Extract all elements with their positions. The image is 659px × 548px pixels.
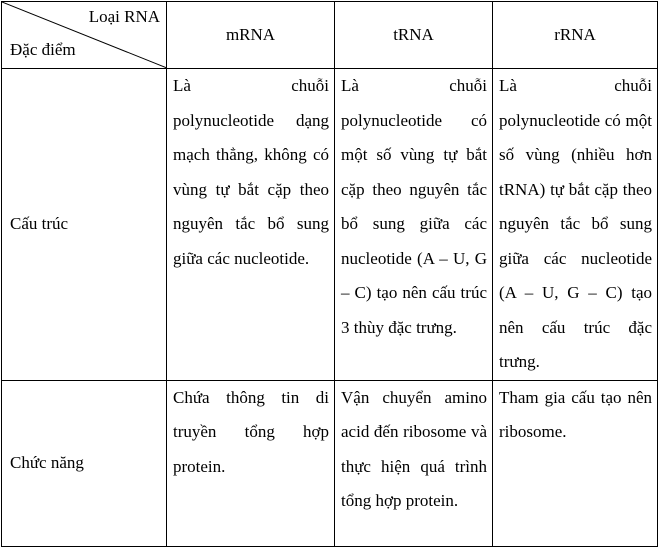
corner-bottom-label: Đặc điểm bbox=[10, 40, 76, 59]
row-label-structure: Cấu trúc bbox=[2, 69, 167, 381]
cell-structure-trna: Là chuỗi polynucleotide có một số vùng tự bắt cặp theo nguyên tắc bổ sung giữa các nucleotide (A – U, G – C) tạo nên cấu trúc 3 thùy đặc trưng. bbox=[335, 69, 493, 381]
row-label-function: Chức năng bbox=[2, 380, 167, 546]
rna-comparison-table bbox=[1, 1, 658, 547]
header-row bbox=[2, 2, 658, 69]
column-header-trna: tRNA bbox=[335, 2, 493, 69]
table-row-structure bbox=[2, 69, 658, 381]
column-header-mrna: mRNA bbox=[167, 2, 335, 69]
cell-structure-rrna: Là chuỗi polynucleotide có một số vùng (nhiều hơn tRNA) tự bắt cặp theo nguyên tắc bổ sung giữa các nucleotide (A – U, G – C) tạo nên cấu trúc đặc trưng. bbox=[493, 69, 658, 381]
cell-function-mrna: Chứa thông tin di truyền tổng hợp protein. bbox=[167, 380, 335, 546]
corner-header-cell bbox=[2, 2, 167, 69]
table-row-function bbox=[2, 380, 658, 546]
cell-structure-mrna: Là chuỗi polynucleotide dạng mạch thẳng, không có vùng tự bắt cặp theo nguyên tắc bổ sung giữa các nucleotide. bbox=[167, 69, 335, 381]
cell-function-rrna: Tham gia cấu tạo nên ribosome. bbox=[493, 380, 658, 546]
column-header-rrna: rRNA bbox=[493, 2, 658, 69]
cell-function-trna: Vận chuyển amino acid đến ribosome và thực hiện quá trình tổng hợp protein. bbox=[335, 380, 493, 546]
corner-top-label: Loại RNA bbox=[88, 7, 160, 26]
